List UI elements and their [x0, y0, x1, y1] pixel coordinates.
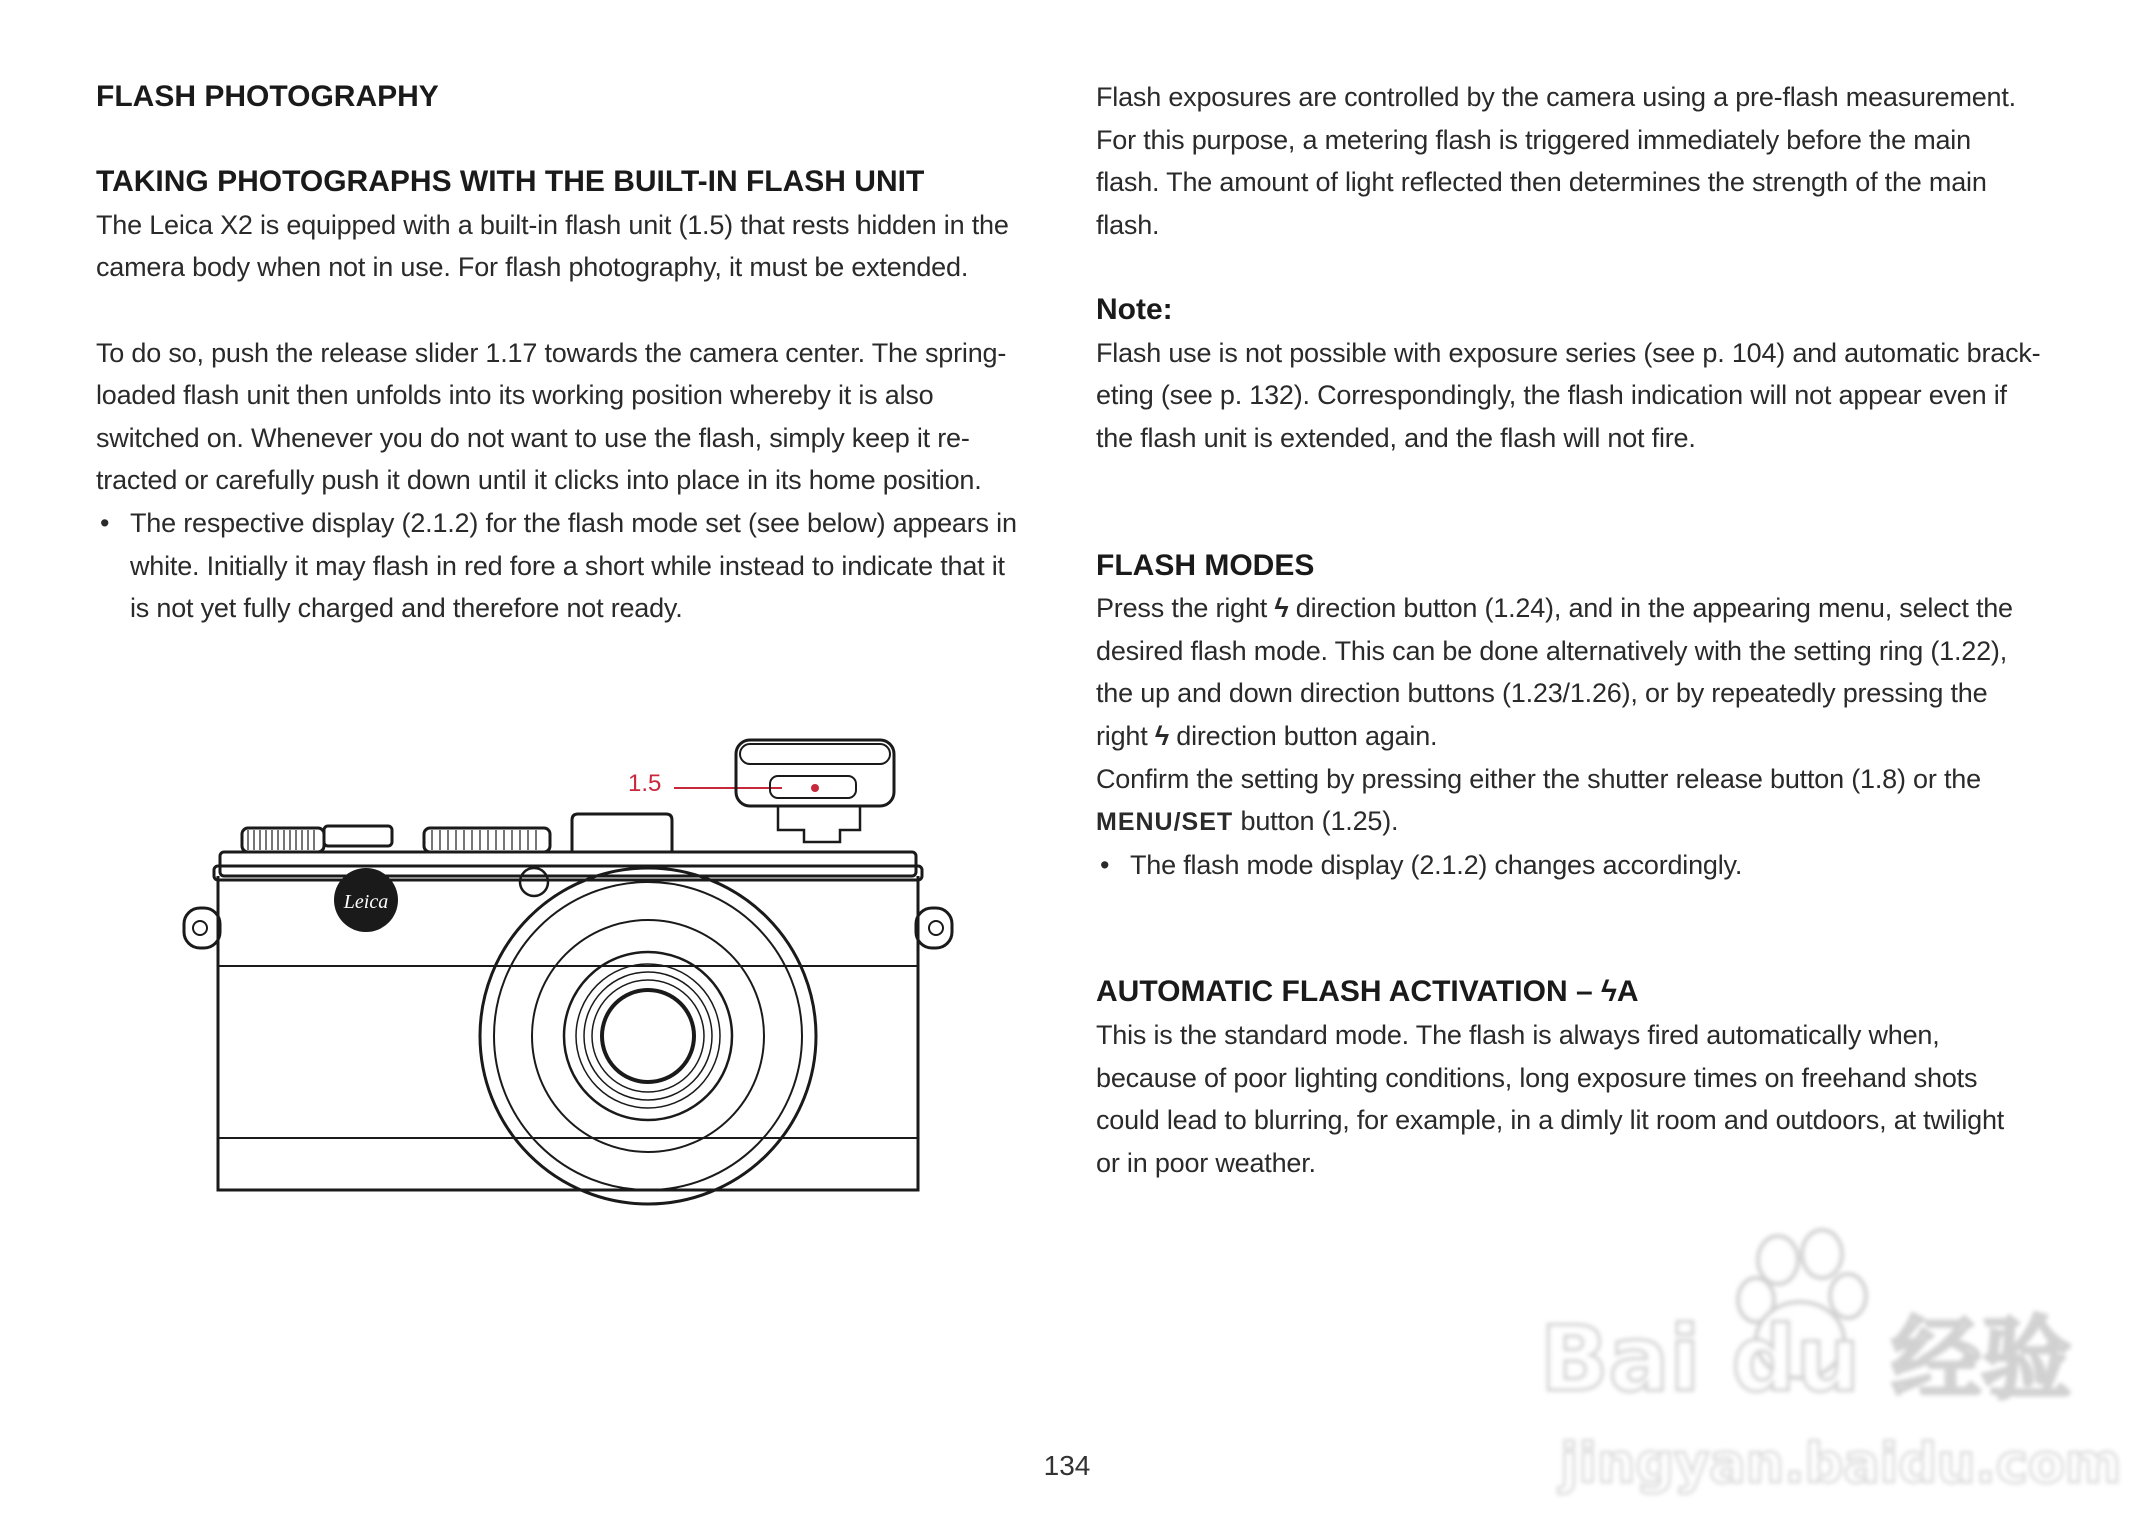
heading-dash: – [1575, 975, 1593, 1009]
watermark-line2: jingyan.baidu.com [1560, 1432, 2122, 1495]
note-line: Flash use is not possible with exposure series (see p. 104) and automatic brack- [1096, 337, 2041, 368]
bullet-item: • The flash mode display (2.1.2) changes accordingly. [1096, 844, 2056, 887]
strap-lug-right [916, 908, 952, 948]
bullet-line: white. Initially it may flash in red fore a short while instead to indicate that it [130, 550, 1005, 581]
body-line [1096, 587, 2056, 630]
body-line: This is the standard mode. The flash is always fired automatically when, [1096, 1020, 1940, 1051]
body-line: flash. The amount of light reflected then determines the strength of the main [1096, 167, 1987, 198]
lens-glass [602, 990, 694, 1082]
leica-logo-text: Leica [343, 891, 389, 913]
body-line: Flash exposures are controlled by the camera using a pre-flash measurement. [1096, 82, 2016, 112]
camera-body [218, 876, 918, 1190]
heading-text: AUTOMATIC FLASH ACTIVATION [1096, 975, 1568, 1009]
body-line: because of poor lighting conditions, long exposure times on freehand shots [1096, 1062, 1978, 1093]
note-heading: Note: [1096, 292, 1173, 326]
body-line: switched on. Whenever you do not want to use the flash, simply keep it re- [96, 422, 970, 453]
auto-flash-icon: ϟA [1601, 975, 1639, 1009]
flash-icon: ϟ [1154, 720, 1169, 751]
hot-shoe [572, 814, 672, 852]
flash-icon: ϟ [1274, 593, 1289, 624]
note-line: the flash unit is extended, and the flash will not fire. [1096, 422, 1696, 453]
baidu-watermark [1530, 1220, 2122, 1500]
body-line: desired flash mode. This can be done alternatively with the setting ring (1.22), [1096, 635, 2008, 666]
lens-ring-outer [480, 868, 816, 1204]
bullet-line: is not yet fully charged and therefore not ready. [130, 593, 683, 624]
body-line: loaded flash unit then unfolds into its working position whereby it is also [96, 380, 934, 411]
menu-set-label: MENU/SET [1096, 808, 1234, 837]
body-line [1096, 800, 2056, 844]
text-segment: direction button (1.24), and in the appearing menu, select the [1295, 593, 2013, 624]
section-heading-flash-modes: FLASH MODES [1096, 548, 1315, 582]
text-segment: right [1096, 720, 1148, 751]
body-line: camera body when not in use. For flash photography, it must be extended. [96, 252, 969, 283]
figure-callout-label: 1.5 [628, 770, 662, 797]
section-heading-auto-flash [1096, 971, 2056, 1014]
shutter-dial [424, 828, 550, 852]
text-segment: direction button again. [1176, 720, 1438, 751]
watermark-line1: Bai du 经验 [1540, 1307, 2072, 1412]
body-line: To do so, push the release slider 1.17 towards the camera center. The spring- [96, 337, 1007, 368]
bullet-item [96, 502, 1036, 630]
text-segment: button (1.25). [1240, 806, 1399, 837]
body-line: the up and down direction buttons (1.23/1.26), or by repeatedly pressing the [1096, 678, 1988, 709]
page-title: FLASH PHOTOGRAPHY [96, 80, 439, 113]
body-line: flash. [1096, 209, 1160, 240]
af-lamp [520, 868, 548, 896]
text-segment: Press the right [1096, 593, 1268, 624]
note-line: eting (see p. 132). Correspondingly, the flash indication will not appear even if [1096, 380, 2007, 411]
body-line [1096, 715, 2056, 758]
strap-lug-left [184, 908, 220, 948]
body-line: could lead to blurring, for example, in a dimly lit room and outdoors, at twilight [1096, 1105, 2005, 1136]
body-line: Confirm the setting by pressing either the shutter release button (1.8) or the [1096, 763, 1981, 794]
body-line: or in poor weather. [1096, 1147, 1316, 1178]
body-line: For this purpose, a metering flash is triggered immediately before the main [1096, 124, 1971, 155]
left-column [96, 76, 1036, 630]
section-heading-builtin-flash: TAKING PHOTOGRAPHS WITH THE BUILT-IN FLASH UNIT [96, 165, 925, 199]
body-line: tracted or carefully push it down until it clicks into place in its home position. [96, 465, 982, 496]
bullet-line: • The respective display (2.1.2) for the flash mode set (see below) appears in [130, 507, 1017, 538]
camera-illustration [178, 720, 958, 1210]
flash-head [736, 740, 894, 806]
page-number: 134 [1043, 1450, 1091, 1481]
right-column [1096, 76, 2056, 1184]
body-line: The Leica X2 is equipped with a built-in flash unit (1.5) that rests hidden in the [96, 209, 1009, 240]
